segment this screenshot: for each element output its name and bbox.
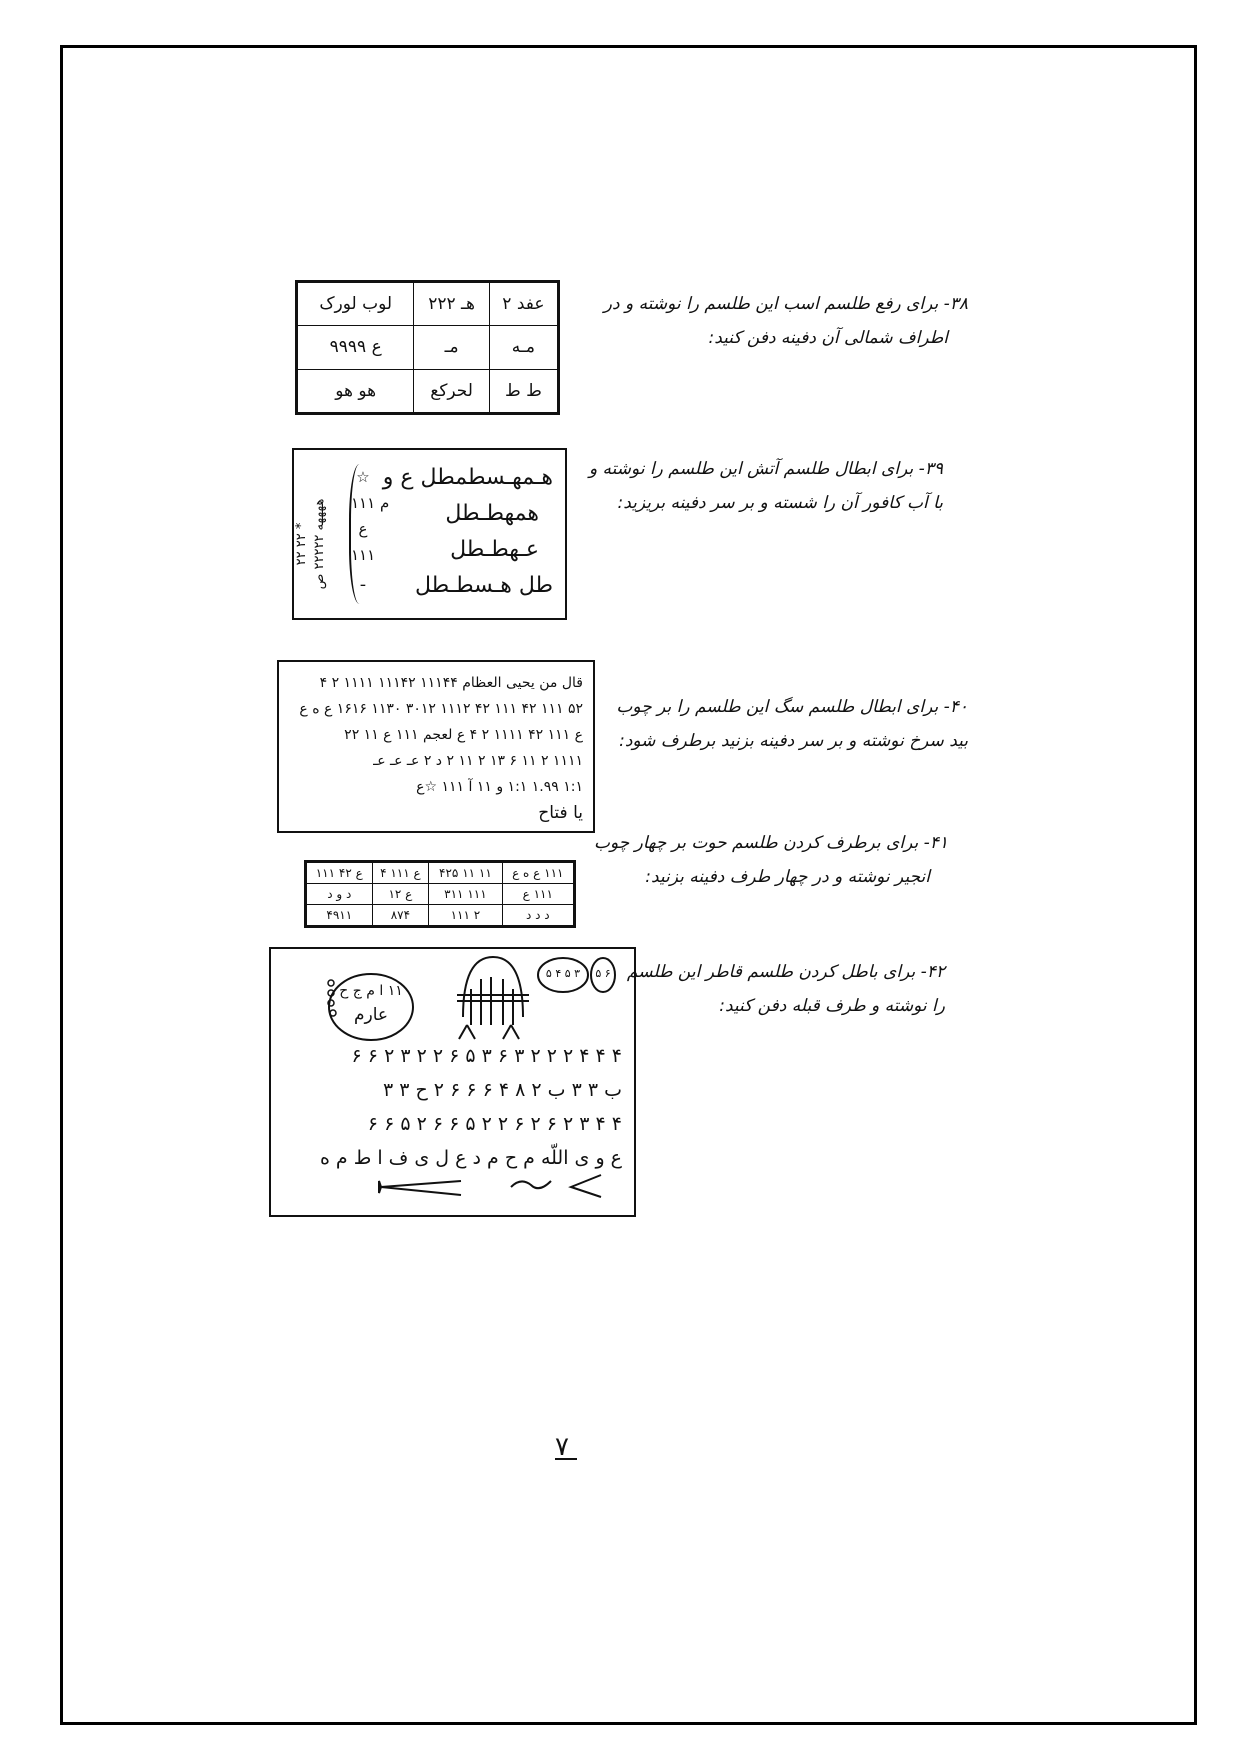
table-cell: ۸۷۴ (372, 905, 429, 926)
talisman-line: ۴ ۴ ۳ ۲ ۶ ۲ ۶ ۲ ۲ ۵ ۶ ۶ ۲ ۵ ۶ ۶ (367, 1113, 622, 1135)
talisman-main-text (383, 460, 553, 604)
instruction-line: انجیر نوشته و در چهار طرف دفینه بزنید: (645, 867, 930, 887)
instruction-line: بید سرخ نوشته و بر سر دفینه بزنید برطرف شود: (619, 731, 968, 751)
talisman-line: ب ۳ ۳ ب ۲ ۸ ۴ ۶ ۶ ۶ ۲ ح ۳ ۳ (382, 1079, 622, 1101)
talisman-line: قال من یحیی العظام ۱۱۱۴۴ ۱۱۱۴۲ ۱۱۱۱ ۲ ۴ (319, 675, 583, 691)
talisman-line: هـمهـسطمطل ع و (382, 465, 553, 490)
table-cell: ۱۱۱ ع (502, 884, 573, 905)
instruction-line: اطراف شمالی آن دفینه دفن کنید: (708, 328, 948, 348)
instruction-line: را نوشته و طرف قبله دفن کنید: (719, 996, 945, 1016)
instruction-line: ۴۱- برای برطرف کردن طلسم حوت بر چهار چوب (593, 833, 948, 853)
talisman-line: ۱۱۱۱ ۲ ۱۱ ۶ ۱۳ ۲ ۱۱ ۲ د ۲ عـ عـ عـ (373, 753, 583, 769)
side-marks (349, 464, 390, 604)
talisman-line: ۱:۱ ۱.۹۹ ۱:۱ و ۱۱ آ ۱۱۱ ☆ع (416, 779, 583, 795)
talisman-line: ع ۱۱۱ ۴۲ ۱۱۱۱ ۲ ۴ ع لعجم ۱۱۱ ع ۱۱ ۲۲ (344, 727, 583, 743)
table-cell: ع ۱۲ (372, 884, 429, 905)
talisman-line: یا فتاح (538, 803, 583, 823)
table-cell: ع ۱۱۱ ۴ (372, 863, 429, 884)
instruction-line: ۴۲- برای باطل کردن طلسم قاطر این طلسم (626, 962, 945, 982)
pitchfork-figure (457, 957, 529, 1039)
talisman-38-table (295, 280, 560, 415)
table-cell: ۴۹۱۱ (307, 905, 373, 926)
oval-line: ۱۱ ا م ج ح (339, 983, 403, 999)
bottom-strokes (379, 1175, 601, 1197)
instruction-line: ۳۹- برای ابطال طلسم آتش این طلسم را نوشته و (588, 459, 943, 479)
vertical-margin-text (293, 469, 329, 619)
talisman-40-box (277, 660, 595, 833)
table-cell: ۱۱ ۱۱ ۴۲۵ (429, 863, 502, 884)
margin-line: * ۲۲ ۲۲ (294, 522, 309, 566)
table-cell: ع ۹۹۹۹ (298, 326, 414, 369)
instruction-line: ۳۸- برای رفع طلسم اسب این طلسم را نوشته و در (603, 294, 968, 314)
small-oval-text: ۳ ۵ ۴ ۵ (545, 967, 581, 980)
talisman-line: ع و ی اللّه م ح م د ع ل ی ف ا ط م ه (319, 1147, 622, 1169)
instruction-42 (627, 955, 945, 1023)
talisman-40-text (299, 670, 583, 826)
table-cell: هو هو (298, 369, 414, 412)
side-mark: ۱۱۱ (351, 546, 376, 564)
table-cell: عفد ۲ (489, 283, 557, 326)
oval-line: عارم (353, 1005, 389, 1025)
table-cell: مـه (489, 326, 557, 369)
table-cell: ۱۱۱ ع ه ع (502, 863, 573, 884)
side-mark: ـ (360, 572, 366, 590)
margin-line: ههههه ۲۲۲۲۲ ص (312, 498, 327, 590)
table-cell: د و د (307, 884, 373, 905)
table-cell: لحرکع (414, 369, 489, 412)
instruction-line: ۴۰- برای ابطال طلسم سگ این طلسم را بر چوب (616, 697, 968, 717)
oval-text (331, 979, 411, 1027)
talisman-line: همهطـطل (445, 501, 539, 526)
table-cell: ۲ ۱۱۱ (429, 905, 502, 926)
side-mark: ۱۱۱ م (351, 494, 390, 512)
talisman-line: عـهطـطل (450, 537, 539, 562)
talisman-41-table (304, 860, 576, 928)
table-cell: هـ ۲۲۲ (414, 283, 489, 326)
small-oval-text: ۶ ۵ (595, 967, 611, 980)
instruction-38 (604, 287, 968, 355)
table-cell: ۱۱۱ ۳۱۱ (429, 884, 502, 905)
table-cell: ط ط (489, 369, 557, 412)
talisman-39-box (292, 448, 567, 620)
instruction-41 (594, 826, 948, 894)
table-cell: د د د (502, 905, 573, 926)
instruction-39 (589, 452, 943, 520)
talisman-42-box (269, 947, 636, 1217)
instruction-40 (616, 690, 968, 758)
table-cell: ع ۴۲ ۱۱۱ (307, 863, 373, 884)
talisman-42-text (320, 1039, 622, 1175)
table-cell: مـ (414, 326, 489, 369)
instruction-line: با آب کافور آن را شسته و بر سر دفینه بریزید: (617, 493, 943, 513)
talisman-line: ۴ ۴ ۴ ۲ ۲ ۲ ۳ ۶ ۳ ۵ ۶ ۲ ۲ ۳ ۲ ۶ ۶ (351, 1045, 622, 1067)
side-mark: ☆ (356, 468, 370, 486)
talisman-line: طل هـسطـطل (414, 573, 553, 598)
side-mark: ع (358, 520, 368, 538)
talisman-line: ۵۲ ۱۱۱ ۴۲ ۱۱۱ ۴۲ ۱۱۱۲ ۳۰۱۲ ۱۱۳۰ ۱۶۱۶ ع ه ع (299, 701, 583, 717)
table-cell: لوب لورک (298, 283, 414, 326)
page-number: ۷ (555, 1432, 577, 1460)
